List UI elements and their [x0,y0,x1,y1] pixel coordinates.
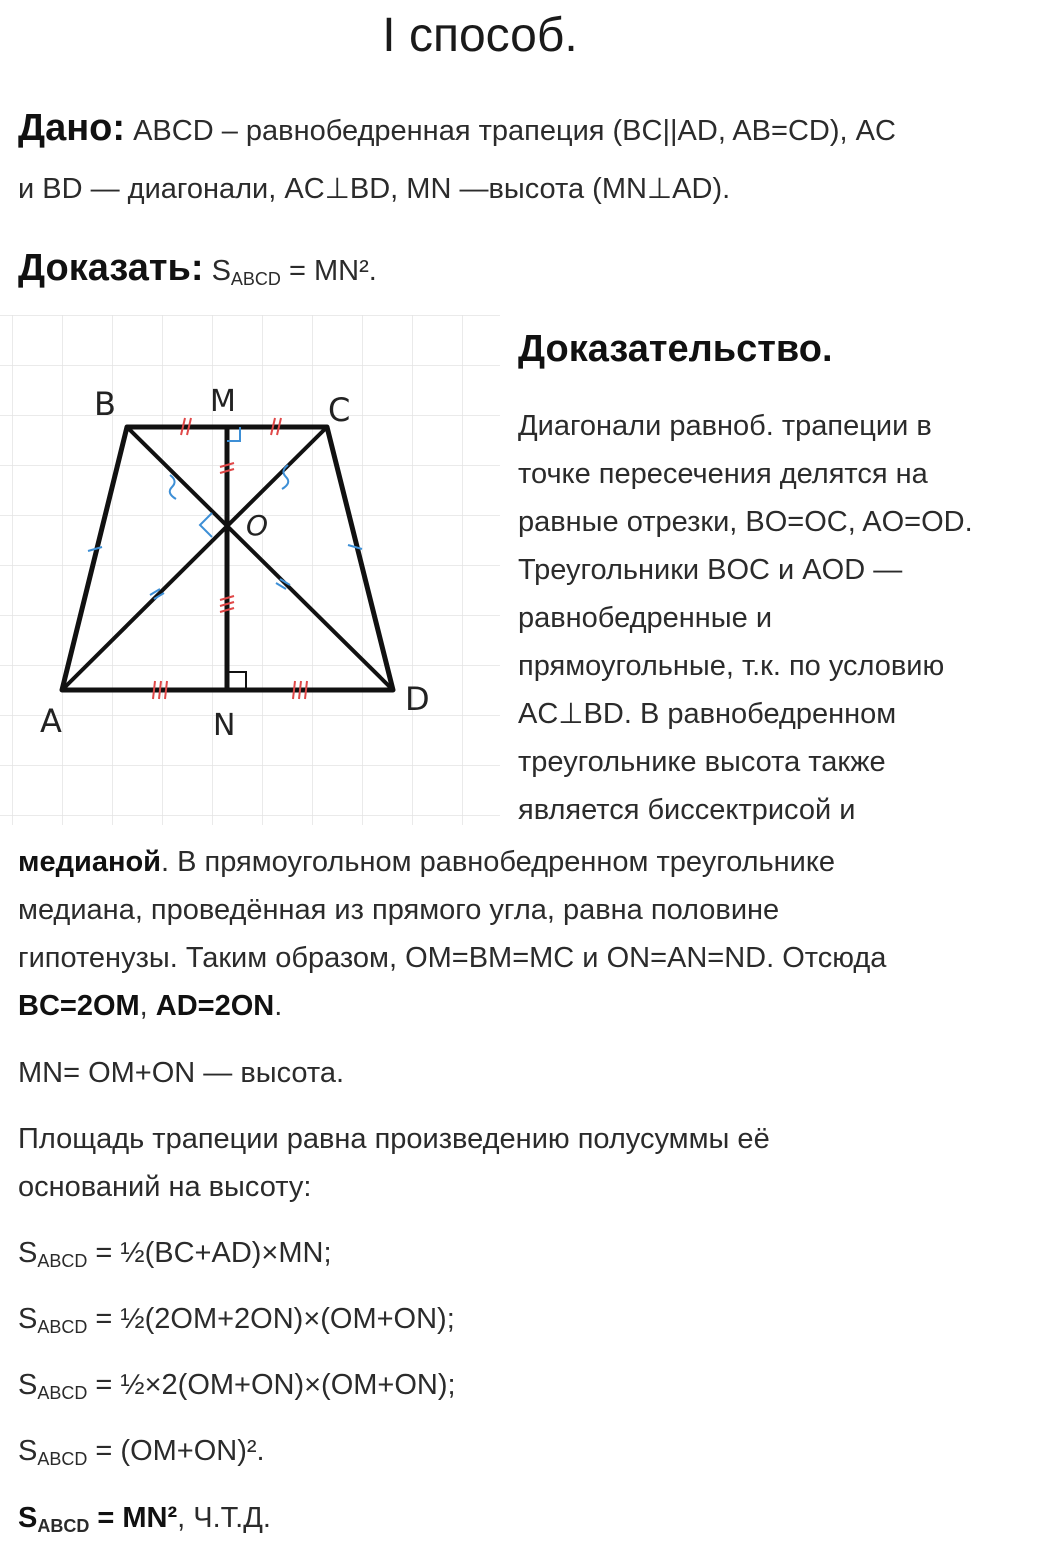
proof-line-bases: BC=2OM, AD=2ON. [18,990,283,1022]
proof-right-line: Треугольники BOC и AOD — [518,554,903,586]
vertex-label-a: A [40,702,62,740]
vertex-label-n: N [213,708,236,743]
page-title: I способ. [382,9,578,62]
given-text-1: ABCD – равнобедренная трапеция (BC||AD, AB=CD), AC [133,115,896,147]
grid-background [0,315,500,825]
proof-right-line: равные отрезки, BO=OC, AO=OD. [518,506,973,538]
area-line: оснований на высоту: [18,1171,312,1203]
proof-line-median: медианой. В прямоугольном равнобедренном треугольнике [18,846,836,878]
prove-label: Доказать: [18,247,204,289]
proof-right-line: Диагонали равноб. трапеции в [518,410,932,442]
formula-4: $S_{ABCD} = (OM+ON)^2$. [18,1435,265,1469]
vertex-label-c: C [328,391,351,429]
formula-3: $S_{ABCD}$ = ½×2(OM+ON)×(OM+ON); [18,1369,456,1403]
proof-right-line: треугольнике высота также [518,746,886,778]
vertex-label-b: B [94,385,116,423]
proof-right-column [518,402,973,834]
prove-line [18,244,377,303]
given-label: Дано: [18,107,126,149]
formula-1: $S_{ABCD}$ = ½(BC+AD)×MN; [18,1237,332,1271]
proof-body [18,838,886,1030]
formula-final: $S_{ABCD} = MN^2$, Ч.Т.Д. [18,1502,271,1536]
area-line: Площадь трапеции равна произведению полусуммы её [18,1123,770,1155]
vertex-label-m: M [210,384,236,419]
formula-2: $S_{ABCD}$ = ½(2OM+2ON)×(OM+ON); [18,1303,455,1337]
trapezoid-figure [0,315,500,825]
given-line-2: и BD — диагонали, AC⊥BD, MN —высота (MN⊥AD). [18,173,731,205]
proof-right-line: AC⊥BD. В равнобедренном [518,698,897,730]
area-statement [18,1115,770,1211]
proof-line: гипотенузы. Таким образом, OM=BM=MC и ON=AN=ND. Отсюда [18,942,887,974]
given-line-1 [18,104,896,155]
vertex-label-o: O [246,509,269,542]
proof-right-line: прямоугольные, т.к. по условию [518,650,945,682]
proof-heading: Доказательство. [518,328,833,370]
proof-right-line: точке пересечения делятся на [518,458,928,490]
proof-line: медиана, проведённая из прямого угла, равна половине [18,894,780,926]
mn-line: MN= OM+ON — высота. [18,1057,345,1089]
proof-right-line: равнобедренные и [518,602,773,634]
prove-formula: $S_{ABCD} = MN^2$. [211,255,377,289]
vertex-label-d: D [405,680,430,718]
proof-right-line: является биссектрисой и [518,794,856,826]
trapezoid-diagram [0,315,500,825]
